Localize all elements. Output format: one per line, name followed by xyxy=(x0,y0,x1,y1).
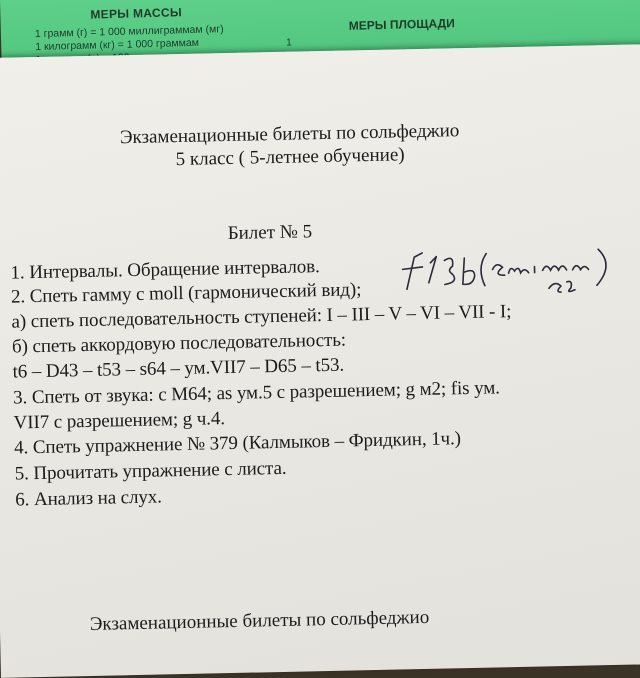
handwritten-note xyxy=(392,235,633,300)
ticket-item-2b: б) спеть аккордовую последовательность: xyxy=(11,329,347,358)
ticket-item-4: 4. Спеть упражнение № 379 (Калмыков – Фридкин, 1ч.) xyxy=(13,428,462,459)
ticket-item-2: 2. Спеть гамму с moll (гармонический вид); xyxy=(10,279,362,308)
ticket-item-5: 5. Прочитать упражнение с листа. xyxy=(14,457,287,485)
document-title: Экзаменационные билеты по сольфеджио xyxy=(119,120,460,149)
area-fragment: 1 xyxy=(286,37,292,49)
next-page-title: Экзаменационные билеты по сольфеджио xyxy=(89,606,430,635)
document-subtitle: 5 класс ( 5-летнее обучение) xyxy=(175,144,405,171)
ticket-item-3: 3. Спеть от звука: с М64; as ум.5 с разрешением; g м2; fis ум. xyxy=(12,377,501,409)
ticket-item-2b-chords: t6 – D43 – t53 – s64 – ум.VII7 – D65 – t53. xyxy=(12,354,345,383)
mass-line-2: 1 килограмм (кг) = 1 000 граммам xyxy=(35,36,200,54)
ticket-item-6: 6. Анализ на слух. xyxy=(15,486,163,511)
ticket-number: Билет № 5 xyxy=(227,221,313,245)
ticket-item-1: 1. Интервалы. Обращение интервалов. xyxy=(10,256,320,284)
mass-line-1: 1 грамм (г) = 1 000 миллиграммам (мг) xyxy=(34,23,224,41)
area-measures-title: МЕРЫ ПЛОЩАДИ xyxy=(348,16,455,33)
mass-measures-title: МЕРЫ МАССЫ xyxy=(90,5,183,22)
ticket-item-2a: а) спеть последовательность ступеней: I – III – V – VI – VII - I; xyxy=(11,301,512,333)
exam-ticket-sheet xyxy=(0,44,640,678)
ticket-item-3-cont: VII7 с разрешением; g ч.4. xyxy=(13,408,226,434)
